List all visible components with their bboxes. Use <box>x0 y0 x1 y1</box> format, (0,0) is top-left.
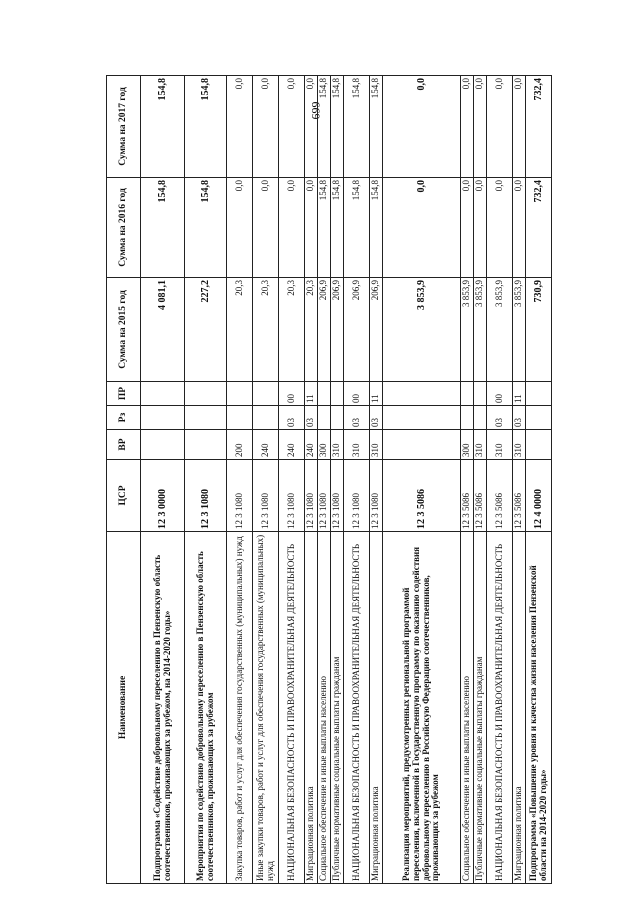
cell-pr: 00 <box>279 382 305 406</box>
cell-name: НАЦИОНАЛЬНАЯ БЕЗОПАСНОСТЬ И ПРАВООХРАНИТЕЛЬНАЯ ДЕЯТЕЛЬНОСТЬ <box>344 532 370 884</box>
cell-sum-2017: 0,0 <box>474 76 487 178</box>
header-vr: ВР <box>107 430 141 460</box>
cell-sum-2016: 0,0 <box>487 178 513 278</box>
cell-rz <box>461 406 474 430</box>
cell-rz: 03 <box>513 406 526 430</box>
cell-sum-2017: 732,4 <box>526 76 552 178</box>
cell-vr: 310 <box>331 430 344 460</box>
cell-sum-2015: 3 853,9 <box>513 278 526 382</box>
cell-vr <box>526 430 552 460</box>
cell-csr: 12 3 0000 <box>141 460 185 532</box>
cell-csr: 12 3 1080 <box>370 460 383 532</box>
cell-sum-2015: 3 853,9 <box>383 278 461 382</box>
header-row <box>107 76 141 884</box>
table-row <box>383 76 461 884</box>
cell-vr <box>185 430 227 460</box>
cell-csr: 12 3 5086 <box>513 460 526 532</box>
cell-sum-2017: 0,0 <box>227 76 253 178</box>
header-rz: Рз <box>107 406 141 430</box>
cell-name: Закупка товаров, работ и услуг для обеспечения государственных (муниципальных) нужд <box>227 532 253 884</box>
cell-rz <box>185 406 227 430</box>
cell-sum-2016: 0,0 <box>383 178 461 278</box>
page-number: 699 <box>308 101 323 119</box>
table-row <box>185 76 227 884</box>
table-row <box>305 76 318 884</box>
cell-sum-2017: 0,0 <box>305 76 318 178</box>
cell-sum-2016: 154,8 <box>141 178 185 278</box>
cell-name: Социальное обеспечение и иные выплаты населению <box>461 532 474 884</box>
cell-rz <box>526 406 552 430</box>
cell-name: Миграционная политика <box>305 532 318 884</box>
cell-sum-2015: 730,9 <box>526 278 552 382</box>
cell-csr: 12 3 1080 <box>185 460 227 532</box>
cell-rz <box>227 406 253 430</box>
cell-vr: 200 <box>227 430 253 460</box>
cell-sum-2015: 4 081,1 <box>141 278 185 382</box>
cell-pr <box>474 382 487 406</box>
cell-name: НАЦИОНАЛЬНАЯ БЕЗОПАСНОСТЬ И ПРАВООХРАНИТЕЛЬНАЯ ДЕЯТЕЛЬНОСТЬ <box>487 532 513 884</box>
cell-sum-2017: 0,0 <box>487 76 513 178</box>
cell-csr: 12 3 1080 <box>331 460 344 532</box>
table-row <box>318 76 331 884</box>
cell-sum-2016: 154,8 <box>331 178 344 278</box>
cell-sum-2017: 154,8 <box>370 76 383 178</box>
table-row <box>253 76 279 884</box>
cell-sum-2017: 154,8 <box>141 76 185 178</box>
cell-name: Иные закупки товаров, работ и услуг для обеспечения государственных (муниципальных) нужд <box>253 532 279 884</box>
cell-name: Публичные нормативные социальные выплаты гражданам <box>331 532 344 884</box>
cell-sum-2015: 206,9 <box>344 278 370 382</box>
cell-name: Социальное обеспечение и иные выплаты населению <box>318 532 331 884</box>
cell-csr: 12 3 1080 <box>253 460 279 532</box>
cell-csr: 12 3 5086 <box>474 460 487 532</box>
cell-csr: 12 3 1080 <box>344 460 370 532</box>
cell-sum-2015: 206,9 <box>331 278 344 382</box>
cell-sum-2015: 206,9 <box>318 278 331 382</box>
cell-name: Подпрограмма «Повышение уровня и качества жизни населения Пензенской области на 2014-2020 годы» <box>526 532 552 884</box>
table-row <box>461 76 474 884</box>
cell-pr: 00 <box>487 382 513 406</box>
cell-sum-2015: 20,3 <box>227 278 253 382</box>
header-sum-2016: Сумма на 2016 год <box>107 178 141 278</box>
table-row <box>227 76 253 884</box>
cell-sum-2016: 0,0 <box>461 178 474 278</box>
cell-vr: 240 <box>253 430 279 460</box>
cell-sum-2015: 227,2 <box>185 278 227 382</box>
cell-pr: 11 <box>513 382 526 406</box>
rotated-page <box>106 76 548 884</box>
cell-csr: 12 3 1080 <box>305 460 318 532</box>
table-holder <box>106 76 548 884</box>
cell-csr: 12 4 0000 <box>526 460 552 532</box>
cell-name: НАЦИОНАЛЬНАЯ БЕЗОПАСНОСТЬ И ПРАВООХРАНИТЕЛЬНАЯ ДЕЯТЕЛЬНОСТЬ <box>279 532 305 884</box>
cell-rz: 03 <box>279 406 305 430</box>
cell-sum-2015: 3 853,9 <box>461 278 474 382</box>
cell-sum-2016: 0,0 <box>474 178 487 278</box>
table-row <box>279 76 305 884</box>
cell-vr: 310 <box>370 430 383 460</box>
header-name: Наименование <box>107 532 141 884</box>
cell-rz: 03 <box>344 406 370 430</box>
cell-vr: 310 <box>344 430 370 460</box>
table-row <box>344 76 370 884</box>
cell-pr <box>253 382 279 406</box>
cell-sum-2017: 0,0 <box>461 76 474 178</box>
cell-csr: 12 3 1080 <box>318 460 331 532</box>
cell-sum-2015: 3 853,9 <box>487 278 513 382</box>
cell-sum-2016: 0,0 <box>305 178 318 278</box>
cell-pr <box>383 382 461 406</box>
cell-sum-2015: 20,3 <box>305 278 318 382</box>
table-row <box>487 76 513 884</box>
cell-name: Миграционная политика <box>513 532 526 884</box>
cell-vr: 310 <box>513 430 526 460</box>
header-sum-2017: Сумма на 2017 год <box>107 76 141 178</box>
cell-pr <box>185 382 227 406</box>
cell-rz <box>318 406 331 430</box>
cell-sum-2017: 0,0 <box>279 76 305 178</box>
cell-sum-2016: 154,8 <box>318 178 331 278</box>
cell-csr: 12 3 5086 <box>383 460 461 532</box>
cell-pr <box>331 382 344 406</box>
cell-vr <box>141 430 185 460</box>
cell-name: Подпрограмма «Содействие добровольному переселению в Пензенскую область соотечественников, проживающих за рубежом, на 2014-2020 годы» <box>141 532 185 884</box>
cell-sum-2017: 154,8 <box>185 76 227 178</box>
cell-csr: 12 3 5086 <box>487 460 513 532</box>
cell-sum-2016: 154,8 <box>370 178 383 278</box>
cell-sum-2015: 20,3 <box>279 278 305 382</box>
table-row <box>370 76 383 884</box>
table-row <box>331 76 344 884</box>
cell-rz: 03 <box>305 406 318 430</box>
cell-pr: 11 <box>370 382 383 406</box>
cell-rz <box>474 406 487 430</box>
cell-sum-2017: 0,0 <box>253 76 279 178</box>
cell-csr: 12 3 5086 <box>461 460 474 532</box>
budget-table <box>106 75 552 884</box>
cell-pr: 00 <box>344 382 370 406</box>
cell-sum-2016: 154,8 <box>344 178 370 278</box>
cell-rz <box>253 406 279 430</box>
cell-vr: 310 <box>487 430 513 460</box>
cell-name: Миграционная политика <box>370 532 383 884</box>
table-row <box>526 76 552 884</box>
cell-rz <box>383 406 461 430</box>
cell-sum-2016: 0,0 <box>513 178 526 278</box>
cell-pr <box>318 382 331 406</box>
table-row <box>141 76 185 884</box>
cell-pr <box>141 382 185 406</box>
cell-sum-2017: 154,8 <box>331 76 344 178</box>
cell-name: Мероприятия по содействию добровольному переселению в Пензенскую область соотечественников, проживающих за рубежом <box>185 532 227 884</box>
cell-pr <box>526 382 552 406</box>
cell-name: Публичные нормативные социальные выплаты гражданам <box>474 532 487 884</box>
cell-rz: 03 <box>370 406 383 430</box>
cell-vr: 300 <box>318 430 331 460</box>
cell-sum-2016: 0,0 <box>279 178 305 278</box>
cell-sum-2016: 732,4 <box>526 178 552 278</box>
header-csr: ЦСР <box>107 460 141 532</box>
cell-name: Реализация мероприятий, предусмотренных региональной программой переселения, включенной в Государственную программу по оказанию содействия добровольному переселению в Российскую Федерацию соотечественников, проживающих за рубежом <box>383 532 461 884</box>
cell-sum-2017: 154,8 <box>344 76 370 178</box>
cell-rz: 03 <box>487 406 513 430</box>
table-row <box>513 76 526 884</box>
header-sum-2015: Сумма на 2015 год <box>107 278 141 382</box>
cell-vr: 240 <box>305 430 318 460</box>
cell-sum-2017: 154,8 <box>318 76 331 178</box>
cell-pr <box>461 382 474 406</box>
cell-rz <box>331 406 344 430</box>
cell-csr: 12 3 1080 <box>227 460 253 532</box>
header-pr: ПР <box>107 382 141 406</box>
cell-pr <box>227 382 253 406</box>
cell-vr <box>383 430 461 460</box>
cell-sum-2017: 0,0 <box>383 76 461 178</box>
cell-sum-2015: 3 853,9 <box>474 278 487 382</box>
cell-sum-2016: 154,8 <box>185 178 227 278</box>
cell-vr: 300 <box>461 430 474 460</box>
cell-rz <box>141 406 185 430</box>
cell-pr: 11 <box>305 382 318 406</box>
cell-sum-2016: 0,0 <box>253 178 279 278</box>
table-row <box>474 76 487 884</box>
cell-sum-2017: 0,0 <box>513 76 526 178</box>
cell-sum-2015: 206,9 <box>370 278 383 382</box>
cell-csr: 12 3 1080 <box>279 460 305 532</box>
cell-vr: 240 <box>279 430 305 460</box>
cell-sum-2016: 0,0 <box>227 178 253 278</box>
cell-vr: 310 <box>474 430 487 460</box>
cell-sum-2015: 20,3 <box>253 278 279 382</box>
